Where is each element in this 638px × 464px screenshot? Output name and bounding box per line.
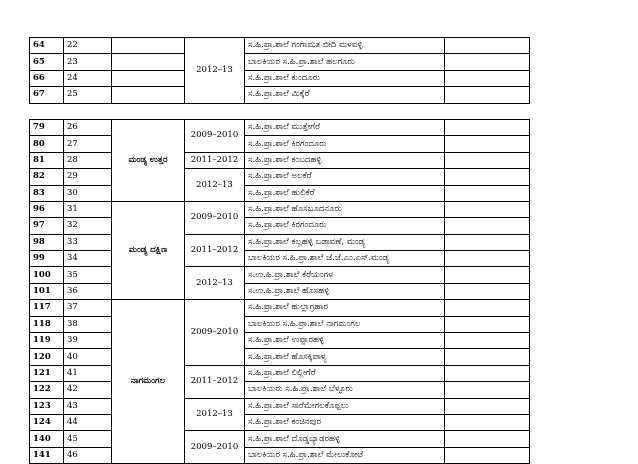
block-cell [112, 38, 185, 54]
number-cell: 46 [64, 447, 112, 463]
serial-cell: 67 [30, 87, 64, 103]
school-name-cell: ಬಾಲಕಿಯರು ಸ.ಹಿ.ಪ್ರಾ.ಶಾಲೆ ಬೆಳ್ಳೂರು [245, 382, 445, 398]
serial-cell: 100 [30, 267, 64, 283]
table-row [30, 169, 530, 185]
school-name-cell: ಸ.ಹಿ.ಪ್ರಾ.ಶಾಲೆ ಕಿರಗಂದೂರು [245, 136, 445, 152]
block-name-cell: ಮಂಡ್ಯ ಉತ್ತರ [112, 119, 185, 201]
empty-cell [445, 365, 530, 381]
number-cell: 31 [64, 201, 112, 217]
table-row [30, 54, 530, 70]
empty-cell [445, 382, 530, 398]
table-row [30, 349, 530, 365]
serial-cell: 118 [30, 316, 64, 332]
number-cell: 24 [64, 70, 112, 86]
serial-cell: 83 [30, 185, 64, 201]
table-row [30, 119, 530, 135]
year-cell: 2009–2010 [185, 201, 245, 234]
empty-cell [445, 169, 530, 185]
year-cell: 2012–13 [185, 267, 245, 300]
number-cell: 43 [64, 398, 112, 414]
empty-cell [445, 349, 530, 365]
year-cell: 2011–2012 [185, 365, 245, 398]
school-name-cell: ಸ.ಹಿ.ಪ್ರಾ.ಶಾಲೆ ಕುಂದೂರು [245, 70, 445, 86]
school-name-cell: ಸ.ಹಿ.ಪ್ರಾ.ಶಾಲೆ ಕಲ್ಲಹಳ್ಳಿ ಬಡಾವಣೆ, ಮಂಡ್ಯ [245, 234, 445, 250]
serial-cell: 140 [30, 431, 64, 447]
number-cell: 41 [64, 365, 112, 381]
empty-cell [445, 283, 530, 299]
school-name-cell: ಸ.ಹಿ.ಪ್ರಾ.ಶಾಲೆ ಕಂಬದಹಳ್ಳಿ [245, 152, 445, 168]
year-cell: 2011–2012 [185, 234, 245, 267]
table-row [30, 300, 530, 316]
number-cell: 29 [64, 169, 112, 185]
serial-cell: 124 [30, 414, 64, 430]
school-name-cell: ಸ.ಹಿ.ಪ್ರಾ.ಶಾಲೆ ಹುಲಿಕೆರೆ [245, 185, 445, 201]
table-row [30, 218, 530, 234]
serial-cell: 101 [30, 283, 64, 299]
block-name-cell: ನಾಗಮಂಗಲ [112, 300, 185, 464]
number-cell: 39 [64, 333, 112, 349]
serial-cell: 64 [30, 38, 64, 54]
empty-cell [445, 201, 530, 217]
year-cell: 2012–13 [185, 169, 245, 202]
school-name-cell: ಸ.ಹಿ.ಪ್ರಾ.ಶಾಲೆ ಹೊಸಬೂದನೂರು [245, 201, 445, 217]
empty-cell [445, 251, 530, 267]
school-name-cell: ಸ.ಹಿ.ಪ್ರಾ.ಶಾಲೆ ಕಂಚಿನಪುರ [245, 414, 445, 430]
school-name-cell: ಸ.ಹಿ.ಪ್ರಾ.ಶಾಲೆ ಲಿಲ್ಲೀಗೆರೆ [245, 365, 445, 381]
table-row [30, 234, 530, 250]
empty-cell [445, 333, 530, 349]
serial-cell: 79 [30, 119, 64, 135]
number-cell: 32 [64, 218, 112, 234]
school-name-cell: ಸ.ಹಿ.ಪ್ರಾ.ಶಾಲೆ ಅಲಕೆರೆ [245, 169, 445, 185]
school-name-cell: ಸ.ಹಿ.ಪ್ರಾ.ಶಾಲೆ ಸಾರೆಮೇಗಲಕೊಪ್ಪಲು [245, 398, 445, 414]
serial-cell: 98 [30, 234, 64, 250]
serial-cell: 82 [30, 169, 64, 185]
table-row [30, 447, 530, 463]
number-cell: 30 [64, 185, 112, 201]
table-row [30, 382, 530, 398]
table-row [30, 431, 530, 447]
serial-cell: 96 [30, 201, 64, 217]
year-cell: 2012–13 [185, 38, 245, 104]
number-cell: 45 [64, 431, 112, 447]
table-row [30, 414, 530, 430]
table-row [30, 185, 530, 201]
number-cell: 40 [64, 349, 112, 365]
school-name-cell: ಸ.ಹಿ.ಪ್ರಾ.ಶಾಲೆ ಹೊಸಕ್ಕಿಪಾಳ್ಯ [245, 349, 445, 365]
empty-cell [445, 70, 530, 86]
number-cell: 44 [64, 414, 112, 430]
serial-cell: 120 [30, 349, 64, 365]
school-name-cell: ಸ.ಹಿ.ಪ್ರಾ.ಶಾಲೆ ಉಪ್ಪಾರಹಳ್ಳಿ [245, 333, 445, 349]
empty-cell [445, 119, 530, 135]
table-row [30, 283, 530, 299]
empty-cell [445, 316, 530, 332]
serial-cell: 141 [30, 447, 64, 463]
gap-cell [30, 103, 530, 119]
table-row [30, 316, 530, 332]
table-row [30, 201, 530, 217]
empty-cell [445, 447, 530, 463]
school-name-cell: ಬಾಲಕಿಯರ ಸ.ಹಿ.ಪ್ರಾ.ಶಾಲೆ ಹಲಗೂರು [245, 54, 445, 70]
serial-cell: 80 [30, 136, 64, 152]
serial-cell: 81 [30, 152, 64, 168]
empty-cell [445, 218, 530, 234]
block-cell [112, 87, 185, 103]
empty-cell [445, 431, 530, 447]
empty-cell [445, 414, 530, 430]
serial-cell: 123 [30, 398, 64, 414]
table-row [30, 267, 530, 283]
section-gap [30, 103, 530, 119]
school-name-cell: ಸ.ಹಿ.ಪ್ರಾ.ಶಾಲೆ ಗಂಗಾಮತ ಬೀದಿ ಮಳವಳ್ಳಿ [245, 38, 445, 54]
empty-cell [445, 87, 530, 103]
number-cell: 34 [64, 251, 112, 267]
serial-cell: 121 [30, 365, 64, 381]
number-cell: 38 [64, 316, 112, 332]
number-cell: 33 [64, 234, 112, 250]
year-cell: 2011–2012 [185, 152, 245, 168]
year-cell: 2009–2010 [185, 119, 245, 152]
block-cell [112, 54, 185, 70]
number-cell: 35 [64, 267, 112, 283]
table-row [30, 365, 530, 381]
empty-cell [445, 152, 530, 168]
school-name-cell: ಸ.ಹಿ.ಪ್ರಾ.ಶಾಲೆ ದೊಡ್ಡಬ್ಯಾಡರಹಳ್ಳಿ [245, 431, 445, 447]
table-row [30, 398, 530, 414]
empty-cell [445, 234, 530, 250]
empty-cell [445, 136, 530, 152]
number-cell: 28 [64, 152, 112, 168]
school-name-cell: ಸ.ಹಿ.ಪ್ರಾ.ಶಾಲೆ ಹುಲ್ಲಾಗ್ರಹಾರ [245, 300, 445, 316]
table-row [30, 38, 530, 54]
school-name-cell: ಸ.ಉ.ಹಿ.ಪ್ರಾ.ಶಾಲೆ ಹೊಸಹಳ್ಳಿ [245, 283, 445, 299]
empty-cell [445, 267, 530, 283]
table-row [30, 152, 530, 168]
number-cell: 23 [64, 54, 112, 70]
table-row [30, 87, 530, 103]
table-row [30, 251, 530, 267]
serial-cell: 66 [30, 70, 64, 86]
serial-cell: 97 [30, 218, 64, 234]
number-cell: 22 [64, 38, 112, 54]
block-cell [112, 70, 185, 86]
table-row [30, 70, 530, 86]
school-name-cell: ಬಾಲಕಿಯರ ಸ.ಹಿ.ಪ್ರಾ.ಶಾಲೆ ನಾಗಮಂಗಲ [245, 316, 445, 332]
number-cell: 25 [64, 87, 112, 103]
school-name-cell: ಸ.ಹಿ.ಪ್ರಾ.ಶಾಲೆ ಮುತ್ತೇಗೆರೆ [245, 119, 445, 135]
number-cell: 37 [64, 300, 112, 316]
school-name-cell: ಸ.ಉ.ಹಿ.ಪ್ರಾ.ಶಾಲೆ ಕೆರೆಯಂಗಳ [245, 267, 445, 283]
school-name-cell: ಬಾಲಕಿಯರ ಸ.ಹಿ.ಪ್ರಾ.ಶಾಲೆ ಜೆ.ಜೆ.ಎಂ.ಎಸ್.ಮಂಡ್ಯ [245, 251, 445, 267]
school-name-cell: ಸ.ಹಿ.ಪ್ರಾ.ಶಾಲೆ ಮಿಕ್ಕೆರೆ [245, 87, 445, 103]
block-name-cell: ಮಂಡ್ಯ ದಕ್ಷಿಣ [112, 201, 185, 299]
empty-cell [445, 300, 530, 316]
serial-cell: 117 [30, 300, 64, 316]
empty-cell [445, 185, 530, 201]
number-cell: 27 [64, 136, 112, 152]
number-cell: 26 [64, 119, 112, 135]
year-cell: 2009–2010 [185, 300, 245, 366]
school-name-cell: ಬಾಲಕಿಯರ ಸ.ಹಿ.ಪ್ರಾ.ಶಾಲೆ ಮೇಲುಕೋಟೆ [245, 447, 445, 463]
schools-table [29, 37, 530, 464]
serial-cell: 99 [30, 251, 64, 267]
year-cell: 2012–13 [185, 398, 245, 431]
empty-cell [445, 398, 530, 414]
empty-cell [445, 54, 530, 70]
serial-cell: 65 [30, 54, 64, 70]
school-name-cell: ಸ.ಹಿ.ಪ್ರಾ.ಶಾಲೆ ಕಿರಗಂದೂರು [245, 218, 445, 234]
number-cell: 42 [64, 382, 112, 398]
empty-cell [445, 38, 530, 54]
serial-cell: 122 [30, 382, 64, 398]
table-row [30, 333, 530, 349]
table-row [30, 136, 530, 152]
number-cell: 36 [64, 283, 112, 299]
year-cell: 2009–2010 [185, 431, 245, 464]
serial-cell: 119 [30, 333, 64, 349]
